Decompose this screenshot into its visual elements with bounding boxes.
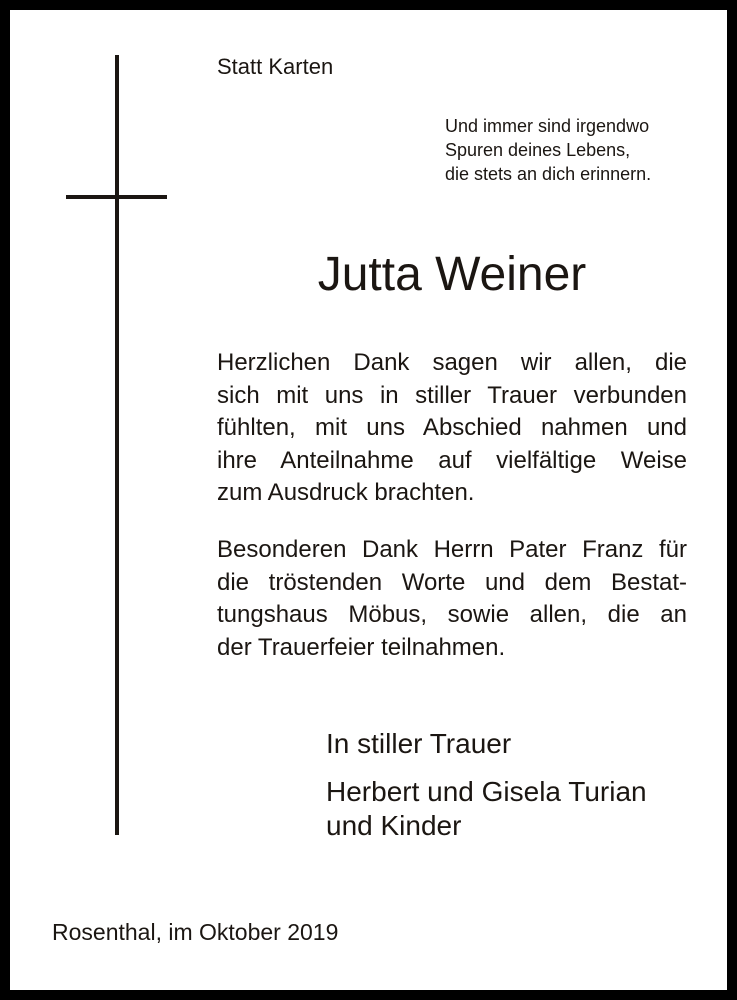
paragraph-line: fühlten, mit uns Abschied nahmen und — [217, 414, 687, 441]
special-thanks-paragraph — [217, 534, 687, 664]
signature-names — [326, 775, 647, 843]
cross-symbol-horizontal-bar — [66, 195, 167, 199]
signature-line: Herbert und Gisela Turian — [326, 776, 647, 807]
paragraph-line: sich mit uns in stiller Trauer verbunden — [217, 381, 687, 409]
cross-symbol-vertical-bar — [115, 55, 119, 835]
paragraph-line: der Trauerfeier teilnahmen. — [217, 633, 506, 661]
paragraph-line: tungshaus Möbus, sowie allen, die an — [217, 601, 687, 628]
motto-line: Spuren deines Lebens, — [445, 140, 631, 160]
place-date: Rosenthal, im Oktober 2019 — [52, 919, 339, 945]
paragraph-line: Herzlichen Dank sagen wir allen, die — [217, 349, 687, 376]
paragraph-line: die tröstenden Worte und dem Bestat- — [217, 568, 687, 596]
obituary-card — [10, 10, 727, 990]
motto-line: die stets an dich erinnern. — [445, 164, 652, 184]
motto-quote — [445, 114, 651, 186]
signature-line: und Kinder — [326, 810, 462, 841]
paragraph-line: zum Ausdruck brachten. — [217, 479, 475, 506]
thanks-paragraph — [217, 347, 687, 510]
deceased-name: Jutta Weiner — [317, 248, 587, 301]
paragraph-line: Besonderen Dank Herrn Pater Franz für — [217, 536, 687, 563]
motto-line: Und immer sind irgendwo — [445, 116, 650, 136]
header-note: Statt Karten — [217, 54, 334, 79]
paragraph-line: ihre Anteilnahme auf vielfältige Weise — [217, 446, 687, 474]
signature-intro: In stiller Trauer — [326, 728, 512, 759]
